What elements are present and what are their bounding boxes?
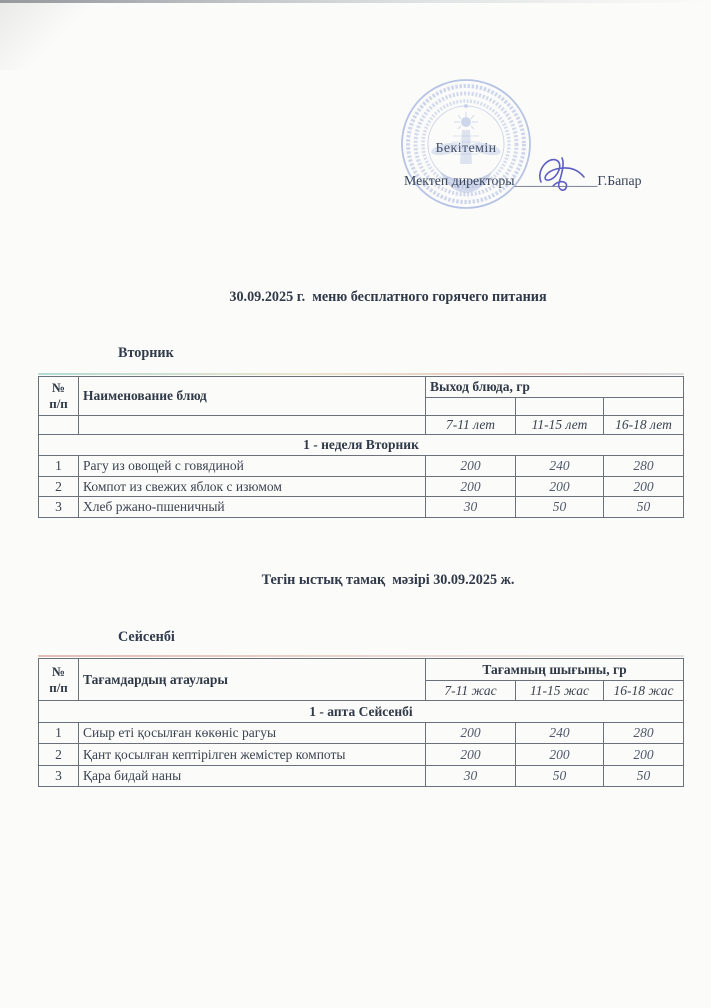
scan-tint-line	[38, 373, 684, 375]
age-label: 7-11 лет	[426, 416, 516, 435]
cell-grams: 200	[604, 744, 684, 766]
cell-grams: 240	[516, 723, 604, 744]
age-label: 7-11 жас	[426, 681, 516, 701]
cell-grams: 200	[426, 456, 516, 477]
cell-dish-name: Сиыр еті қосылған көкөніс рагуы	[79, 723, 426, 744]
table-header-row	[39, 659, 684, 681]
table-row	[39, 497, 684, 518]
cell-grams: 280	[604, 723, 684, 744]
cell-grams: 200	[426, 477, 516, 497]
col-header-num: № п/п	[39, 377, 79, 416]
cell-num: 3	[39, 766, 79, 787]
cell-grams: 200	[604, 477, 684, 497]
age-labels-row	[39, 416, 684, 435]
table-row	[39, 477, 684, 497]
menu-table-ru	[38, 376, 684, 518]
cell-num: 2	[39, 744, 79, 766]
week-label: 1 - апта Сейсенбі	[39, 701, 684, 723]
cell-grams: 200	[426, 744, 516, 766]
table-header-row	[39, 377, 684, 398]
cell-grams: 50	[516, 766, 604, 787]
cell-grams: 200	[426, 723, 516, 744]
cell-dish-name: Қара бидай наны	[79, 766, 426, 787]
cell-grams: 30	[426, 766, 516, 787]
cell-num: 2	[39, 477, 79, 497]
cell-dish-name: Компот из свежих яблок с изюмом	[79, 477, 426, 497]
col-header-output: Тағамның шығыны, гр	[426, 659, 684, 681]
menu-title-ru: 30.09.2025 г. меню бесплатного горячего питания	[229, 289, 547, 305]
cell-grams: 50	[604, 766, 684, 787]
day-label-ru: Вторник	[118, 345, 174, 361]
scan-corner-shade	[0, 0, 110, 70]
col-header-dish-name: Наименование блюд	[79, 377, 426, 416]
age-label: 16-18 жас	[604, 681, 684, 701]
director-signature	[532, 151, 590, 193]
age-label: 11-15 лет	[516, 416, 604, 435]
age-label: 11-15 жас	[516, 681, 604, 701]
cell-grams: 240	[516, 456, 604, 477]
director-name: Г.Бапар	[597, 173, 642, 188]
cell-dish-name: Хлеб ржано-пшеничный	[79, 497, 426, 518]
week-label: 1 - неделя Вторник	[39, 435, 684, 456]
col-header-output: Выход блюда, гр	[426, 377, 684, 398]
cell-num: 3	[39, 497, 79, 518]
cell-grams: 50	[604, 497, 684, 518]
table-row	[39, 456, 684, 477]
table-row	[39, 766, 684, 787]
cell-grams: 200	[516, 744, 604, 766]
table-row	[39, 744, 684, 766]
table-row	[39, 723, 684, 744]
approval-label: Бекітемін	[435, 141, 497, 156]
cell-dish-name: Рагу из овощей с говядиной	[79, 456, 426, 477]
col-header-num: № п/п	[39, 659, 79, 701]
week-row	[39, 435, 684, 456]
cell-dish-name: Қант қосылған кептірілген жемістер компоты	[79, 744, 426, 766]
age-label: 16-18 лет	[604, 416, 684, 435]
cell-num: 1	[39, 723, 79, 744]
director-line-prefix: Мектеп директоры	[404, 173, 515, 188]
menu-title-kk: Тегін ыстық тамақ мәзірі 30.09.2025 ж.	[261, 572, 515, 588]
col-header-dish-name: Тағамдардың атаулары	[79, 659, 426, 701]
director-signature-line	[404, 173, 642, 189]
cell-num: 1	[39, 456, 79, 477]
scan-tint-line	[38, 655, 684, 657]
cell-grams: 280	[604, 456, 684, 477]
signature-underscore: ____________	[514, 173, 598, 188]
menu-table-kk	[38, 658, 684, 787]
cell-grams: 200	[516, 477, 604, 497]
week-row	[39, 701, 684, 723]
cell-grams: 30	[426, 497, 516, 518]
cell-grams: 50	[516, 497, 604, 518]
day-label-kk: Сейсенбі	[118, 629, 175, 645]
